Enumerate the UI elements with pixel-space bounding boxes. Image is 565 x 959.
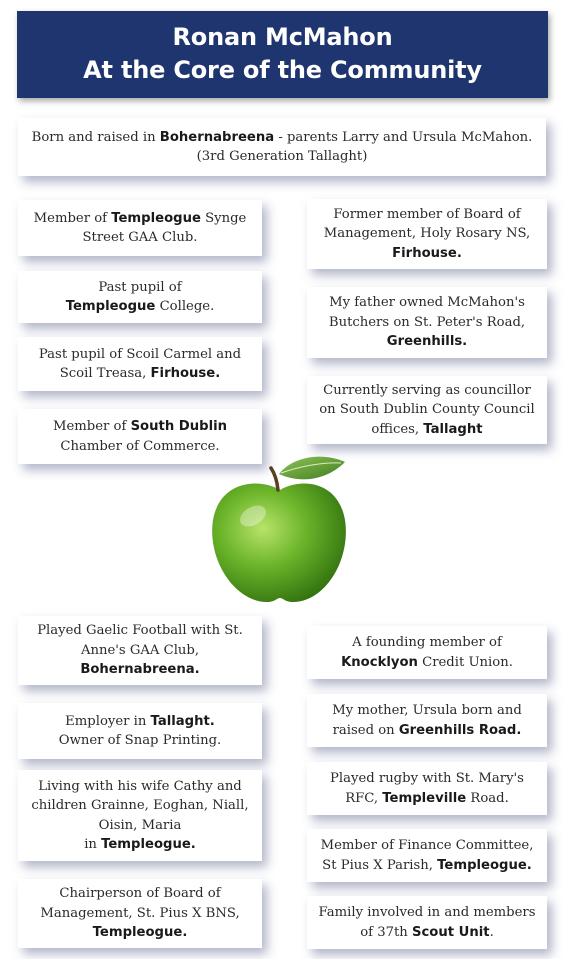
header-title: Ronan McMahon <box>172 23 393 51</box>
card-scoil-carmel: Past pupil of Scoil Carmel and Scoil Treasa, Firhouse. <box>18 337 262 391</box>
card-templeogue-college: Past pupil of Templeogue College. <box>18 271 262 323</box>
card-templeogue-gaa: Member of Templeogue Synge Street GAA Club. <box>18 200 262 256</box>
header-subtitle: At the Core of the Community <box>83 56 482 84</box>
card-greenhills-road: My mother, Ursula born and raised on Greenhills Road. <box>307 694 547 747</box>
card-holy-rosary: Former member of Board of Management, Holy Rosary NS, Firhouse. <box>307 199 547 269</box>
card-st-annes-gaa: Played Gaelic Football with St. Anne's GAA Club, Bohernabreena. <box>18 616 262 685</box>
card-councillor: Currently serving as councillor on South Dublin County Council offices, Tallaght <box>307 376 547 444</box>
card-knocklyon-credit-union: A founding member of Knocklyon Credit Union. <box>307 626 547 679</box>
page-header <box>17 11 548 98</box>
card-south-dublin-chamber: Member of South Dublin Chamber of Commerce. <box>18 409 262 464</box>
card-family: Living with his wife Cathy and children Grainne, Eoghan, Niall, Oisin, Maria in Templeogue. <box>18 770 262 861</box>
card-rugby: Played rugby with St. Mary's RFC, Templeville Road. <box>307 762 547 815</box>
card-born: Born and raised in Bohernabreena - parents Larry and Ursula McMahon. (3rd Generation Tallaght) <box>18 118 546 176</box>
card-snap-printing: Employer in Tallaght. Owner of Snap Printing. <box>18 703 262 759</box>
card-scout-unit: Family involved in and members of 37th Scout Unit. <box>307 896 547 949</box>
card-mcmahons-butchers: My father owned McMahon's Butchers on St. Peter's Road, Greenhills. <box>307 287 547 358</box>
card-finance-committee: Member of Finance Committee, St Pius X Parish, Templeogue. <box>307 829 547 882</box>
card-st-pius-bns: Chairperson of Board of Management, St. Pius X BNS, Templeogue. <box>18 879 262 948</box>
green-apple-icon <box>205 450 355 610</box>
